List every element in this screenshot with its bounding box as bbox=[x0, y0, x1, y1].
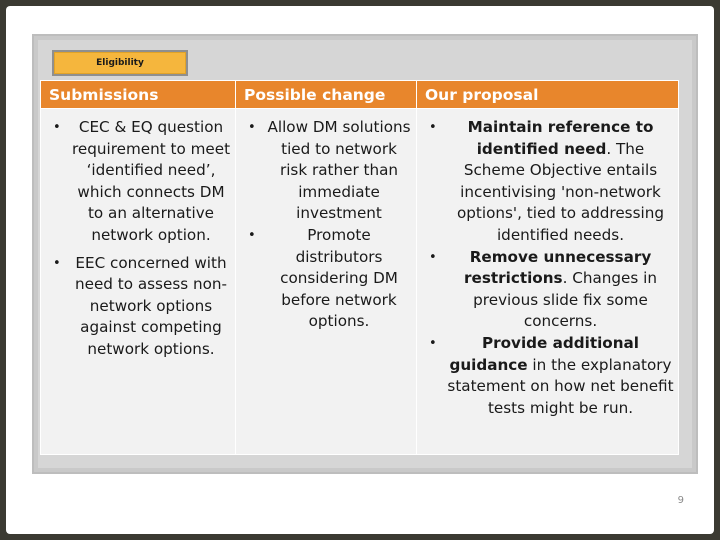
proposal-cell bbox=[417, 109, 679, 455]
comparison-table bbox=[40, 80, 679, 455]
proposal-item bbox=[425, 117, 674, 247]
submission-item: • CEC & EQ question requirement to meet ‘identified need’, which connects DM to an alternative network option. bbox=[49, 117, 231, 247]
proposal-item-bold: Maintain reference to identified need bbox=[467, 118, 654, 158]
table-header-row bbox=[41, 81, 679, 109]
page-number: 9 bbox=[677, 495, 684, 506]
proposal-item-bold: Remove unnecessary restrictions bbox=[464, 247, 652, 288]
submissions-cell bbox=[41, 109, 236, 455]
section-tag bbox=[52, 50, 188, 76]
header-possible-change: Possible change bbox=[236, 81, 417, 109]
section-tag-label: Eligibility bbox=[54, 52, 186, 74]
proposal-item-text: . Changes in previous slide fix some concerns. bbox=[473, 269, 657, 331]
proposal-item-bold: Provide additional guidance bbox=[449, 333, 639, 374]
proposal-item bbox=[425, 333, 674, 419]
proposal-item-text: . The Scheme Objective entails incentivising 'non-network options', tied to addressing identified needs. bbox=[457, 139, 664, 244]
table-row bbox=[41, 109, 679, 455]
change-item: • Promote distributors considering DM before network options. bbox=[244, 225, 412, 333]
submission-item: • EEC concerned with need to assess non-network options against competing network options. bbox=[49, 253, 231, 361]
proposal-item-text: in the explanatory statement on how net benefit tests might be run. bbox=[447, 355, 674, 417]
change-item: • Allow DM solutions tied to network risk rather than immediate investment bbox=[244, 117, 412, 225]
possible-change-cell bbox=[236, 109, 417, 455]
proposal-item bbox=[425, 247, 674, 333]
header-our-proposal: Our proposal bbox=[417, 81, 679, 109]
header-submissions: Submissions bbox=[41, 81, 236, 109]
